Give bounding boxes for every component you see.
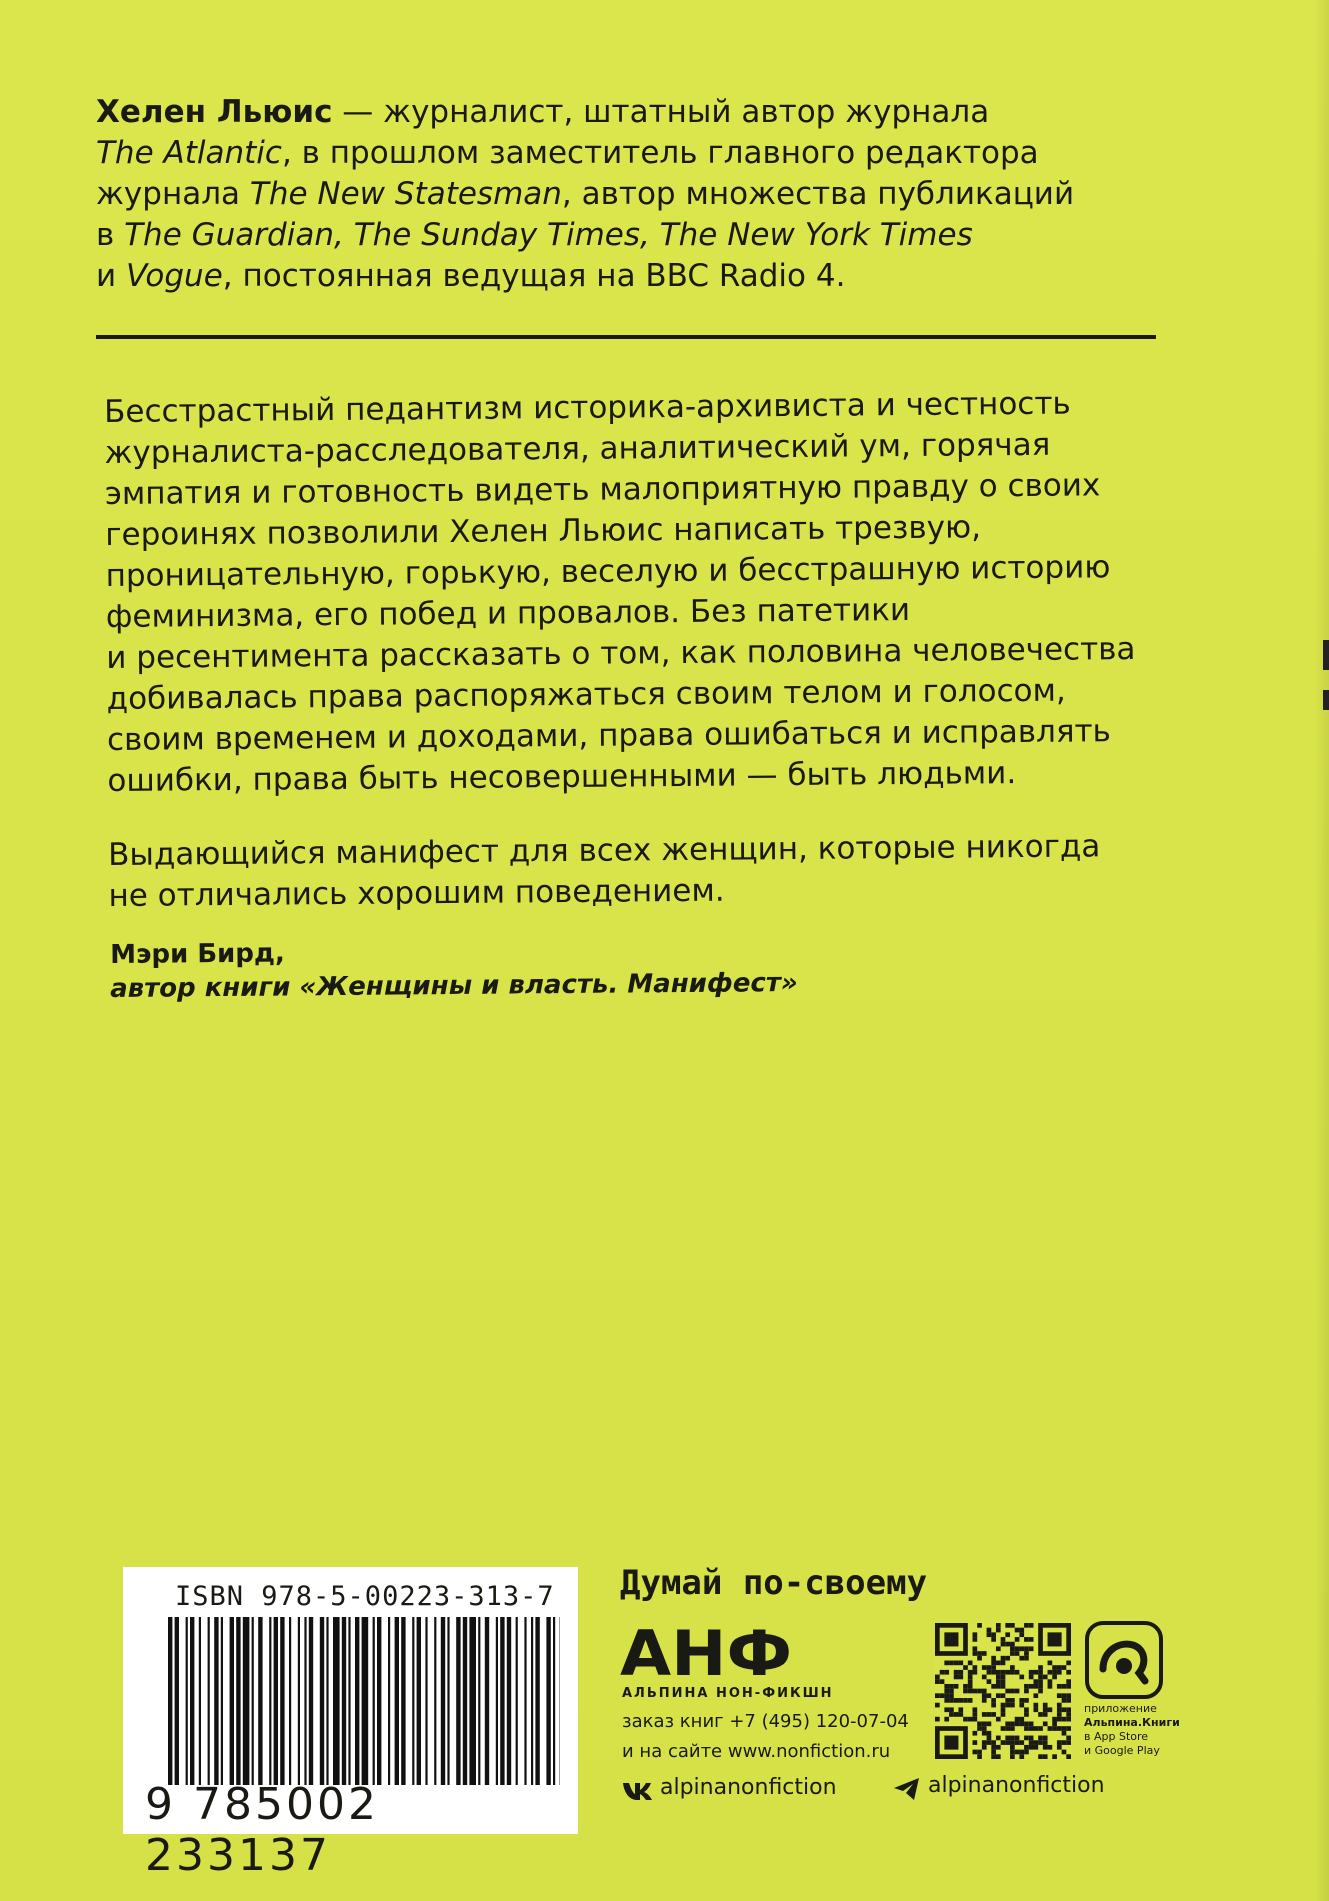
qr-code[interactable] <box>935 1623 1071 1759</box>
review-line: журналиста-расследователя, аналитический ум, горячая <box>104 426 1051 471</box>
spine-shadow <box>1315 0 1329 1901</box>
order-website: и на сайте www.nonfiction.ru <box>622 1741 891 1762</box>
quote-line: Выдающийся манифест для всех женщин, которые никогда <box>108 828 1101 873</box>
edge-mark <box>1323 690 1329 710</box>
bio-text: и <box>96 258 127 294</box>
bio-text: , автор множества публикаций <box>561 176 1075 212</box>
review-line: героинях позволили Хелен Льюис написать трезвую, <box>105 509 982 553</box>
logo-text: АНФ <box>620 1625 792 1680</box>
magazine-name: The Guardian, The Sunday Times, The New York Times <box>124 217 973 253</box>
app-promo-line: приложение <box>1084 1702 1157 1715</box>
quote-author: Мэри Бирд, <box>110 938 285 970</box>
edge-mark <box>1323 640 1329 670</box>
review-line: добивалась права распоряжаться своим телом и голосом, <box>106 672 1066 717</box>
quote-author-book: автор книги «Женщины и власть. Манифест» <box>110 967 798 1004</box>
isbn-label: ISBN 978-5-00223-313-7 <box>175 1581 555 1612</box>
vk-link[interactable]: alpinanonfiction <box>660 1775 837 1800</box>
review-line: своим временем и доходами, права ошибаться и исправлять <box>106 713 1111 758</box>
magazine-name: The Atlantic <box>96 135 282 171</box>
author-name: Хелен Льюис <box>96 94 333 130</box>
bio-text: в <box>96 217 125 253</box>
bio-text: — журналист, штатный автор журнала <box>332 94 990 130</box>
publisher-slogan: Думай по-своему <box>620 1563 928 1603</box>
app-promo <box>1084 1702 1194 1758</box>
order-phone: заказ книг +7 (495) 120-07-04 <box>622 1711 909 1732</box>
app-promo-line: и Google Play <box>1084 1744 1160 1757</box>
author-bio <box>96 92 1166 297</box>
app-promo-line: в App Store <box>1084 1730 1149 1743</box>
bio-text: журнала <box>96 176 250 212</box>
quote-line: не отличались хорошим поведением. <box>108 872 725 914</box>
vk-icon <box>622 1780 658 1802</box>
review-line: ошибки, права быть несовершенными — быть людьми. <box>107 755 1017 799</box>
blurb-quote <box>108 826 1169 917</box>
barcode-bars <box>168 1617 560 1785</box>
review-paragraph <box>104 383 1168 802</box>
telegram-icon <box>893 1777 921 1801</box>
divider <box>96 335 1156 339</box>
review-line: проницательную, горькую, веселую и бесстрашную историю <box>105 549 1111 594</box>
review-line: и ресентимента рассказать о том, как половина человечества <box>106 631 1136 676</box>
review-line: Бесстрастный педантизм историка-архивиста и честность <box>104 385 1071 430</box>
review-line: эмпатия и готовность видеть малоприятную правду о своих <box>104 467 1101 512</box>
app-icon <box>1085 1621 1163 1699</box>
isbn-digits: 9 785002 233137 <box>145 1779 379 1881</box>
publisher-name: АЛЬПИНА НОН-ФИКШН <box>622 1686 834 1701</box>
magazine-name: Vogue <box>126 258 223 294</box>
isbn-barcode <box>123 1567 578 1881</box>
publisher-logo <box>620 1625 795 1680</box>
telegram-link[interactable]: alpinanonfiction <box>928 1773 1105 1798</box>
bio-text: , в прошлом заместитель главного редактора <box>281 135 1039 171</box>
magazine-name: The New Statesman <box>249 176 562 212</box>
app-name: Альпина.Книги <box>1084 1716 1180 1729</box>
bio-text: , постоянная ведущая на BBC Radio 4. <box>222 258 846 294</box>
review-line: феминизма, его побед и провалов. Без патетики <box>105 591 911 635</box>
